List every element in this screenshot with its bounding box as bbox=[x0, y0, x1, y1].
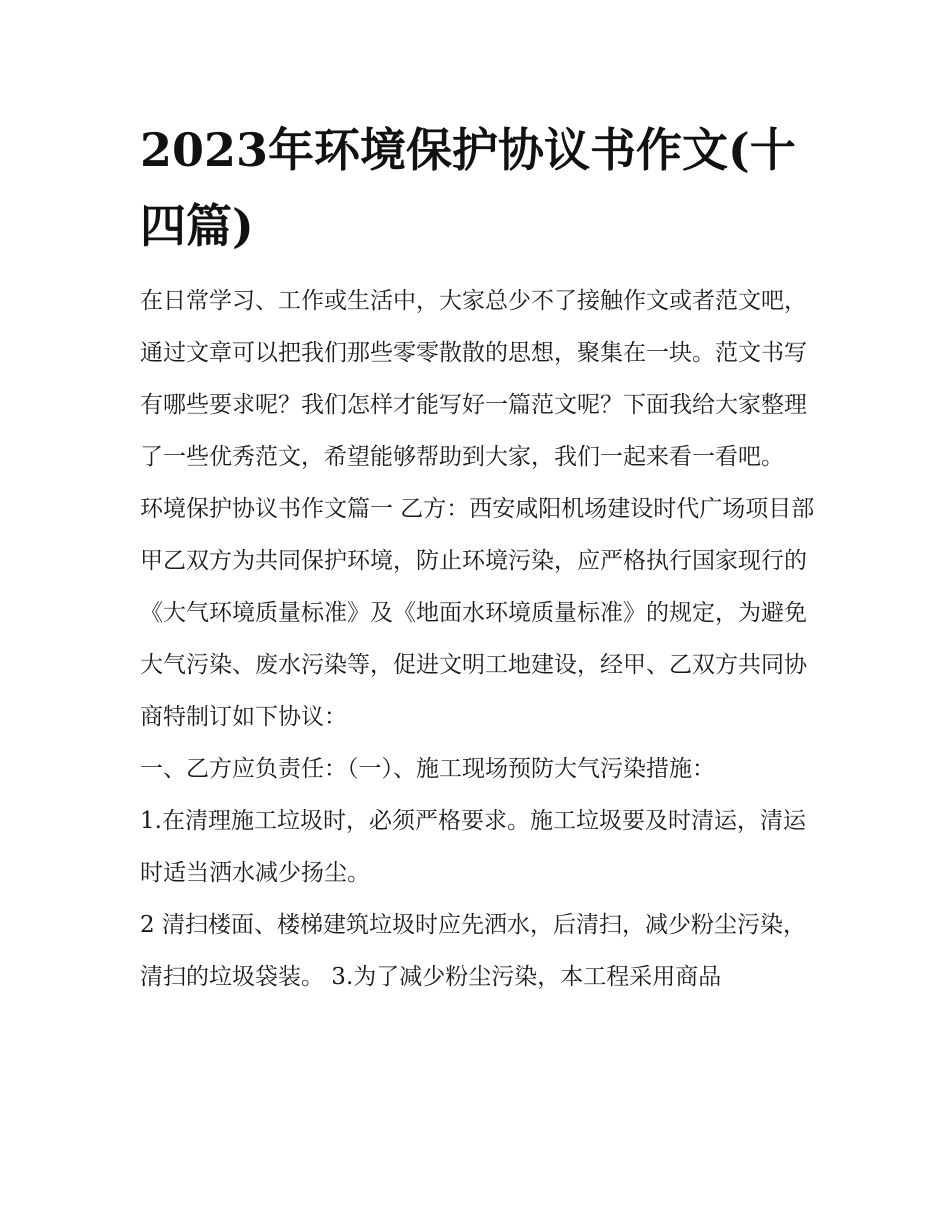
paragraph-item-2: 2 清扫楼面、楼梯建筑垃圾时应先洒水，后清扫，减少粉尘污染，清扫的垃圾袋装。 3.为了减少粉尘污染，本工程采用商品 bbox=[140, 912, 806, 990]
document-body bbox=[140, 275, 820, 1003]
paragraph-section-heading: 环境保护协议书作文篇一 乙方：西安咸阳机场建设时代广场项目部 bbox=[140, 496, 815, 522]
paragraph-intro: 在日常学习、工作或生活中，大家总少不了接触作文或者范文吧，通过文章可以把我们那些零零散散的思想，聚集在一块。范文书写有哪些要求呢？我们怎样才能写好一篇范文呢？下面我给大家整理了一些优秀范文，希望能够帮助到大家，我们一起来看一看吧。 bbox=[140, 288, 807, 470]
paragraph-party-b-duties: 一、乙方应负责任：（一）、施工现场预防大气污染措施： bbox=[140, 756, 715, 782]
document-title: 2023年环境保护协议书作文(十四篇) bbox=[140, 123, 796, 253]
paragraph-agreement-intro: 甲乙双方为共同保护环境，防止环境污染，应严格执行国家现行的《大气环境质量标准》及《地面水环境质量标准》的规定，为避免大气污染、废水污染等，促进文明工地建设，经甲、乙双方共同协商特制订如下协议： bbox=[140, 548, 807, 730]
paragraph-item-1: 1.在清理施工垃圾时，必须严格要求。施工垃圾要及时清运，清运时适当洒水减少扬尘。 bbox=[140, 808, 806, 886]
